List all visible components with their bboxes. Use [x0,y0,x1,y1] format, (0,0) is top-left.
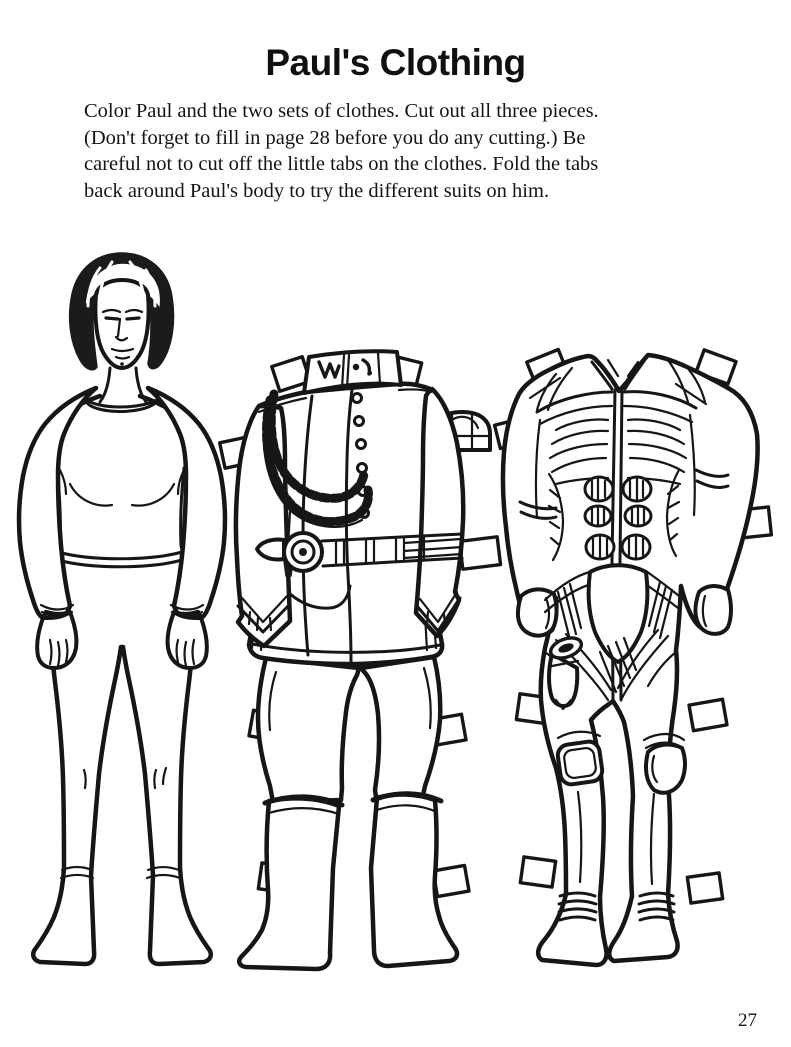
dress-uniform-cutout [220,351,501,969]
space-suit-cutout [495,350,772,965]
instructions-line: careful not to cut off the little tabs on the clothes. Fold the tabs [84,153,599,175]
paul-left-hand [37,612,76,668]
suit-right-glove [695,586,731,634]
fold-tab [459,537,500,569]
belt-clasp [257,539,284,559]
instructions-line: back around Paul's body to try the different suits on him. [84,179,550,202]
page-number: 27 [738,1010,757,1031]
paul-figure [19,253,225,964]
fold-tab [687,873,722,903]
fold-tab [433,865,469,896]
uniform-breeches [361,657,440,800]
page-title: Paul's Clothing [265,42,526,83]
instructions-line: Color Paul and the two sets of clothes. Cut out all three pieces. [84,100,599,122]
instructions-line: (Don't forget to fill in page 28 before you do any cutting.) Be [84,126,586,149]
fold-tab [520,857,555,887]
paul-right-hand [168,612,207,668]
suit-left-glove [518,589,557,635]
fold-tab [689,699,727,731]
uniform-left-boot [239,798,339,969]
paul-face [95,280,148,368]
